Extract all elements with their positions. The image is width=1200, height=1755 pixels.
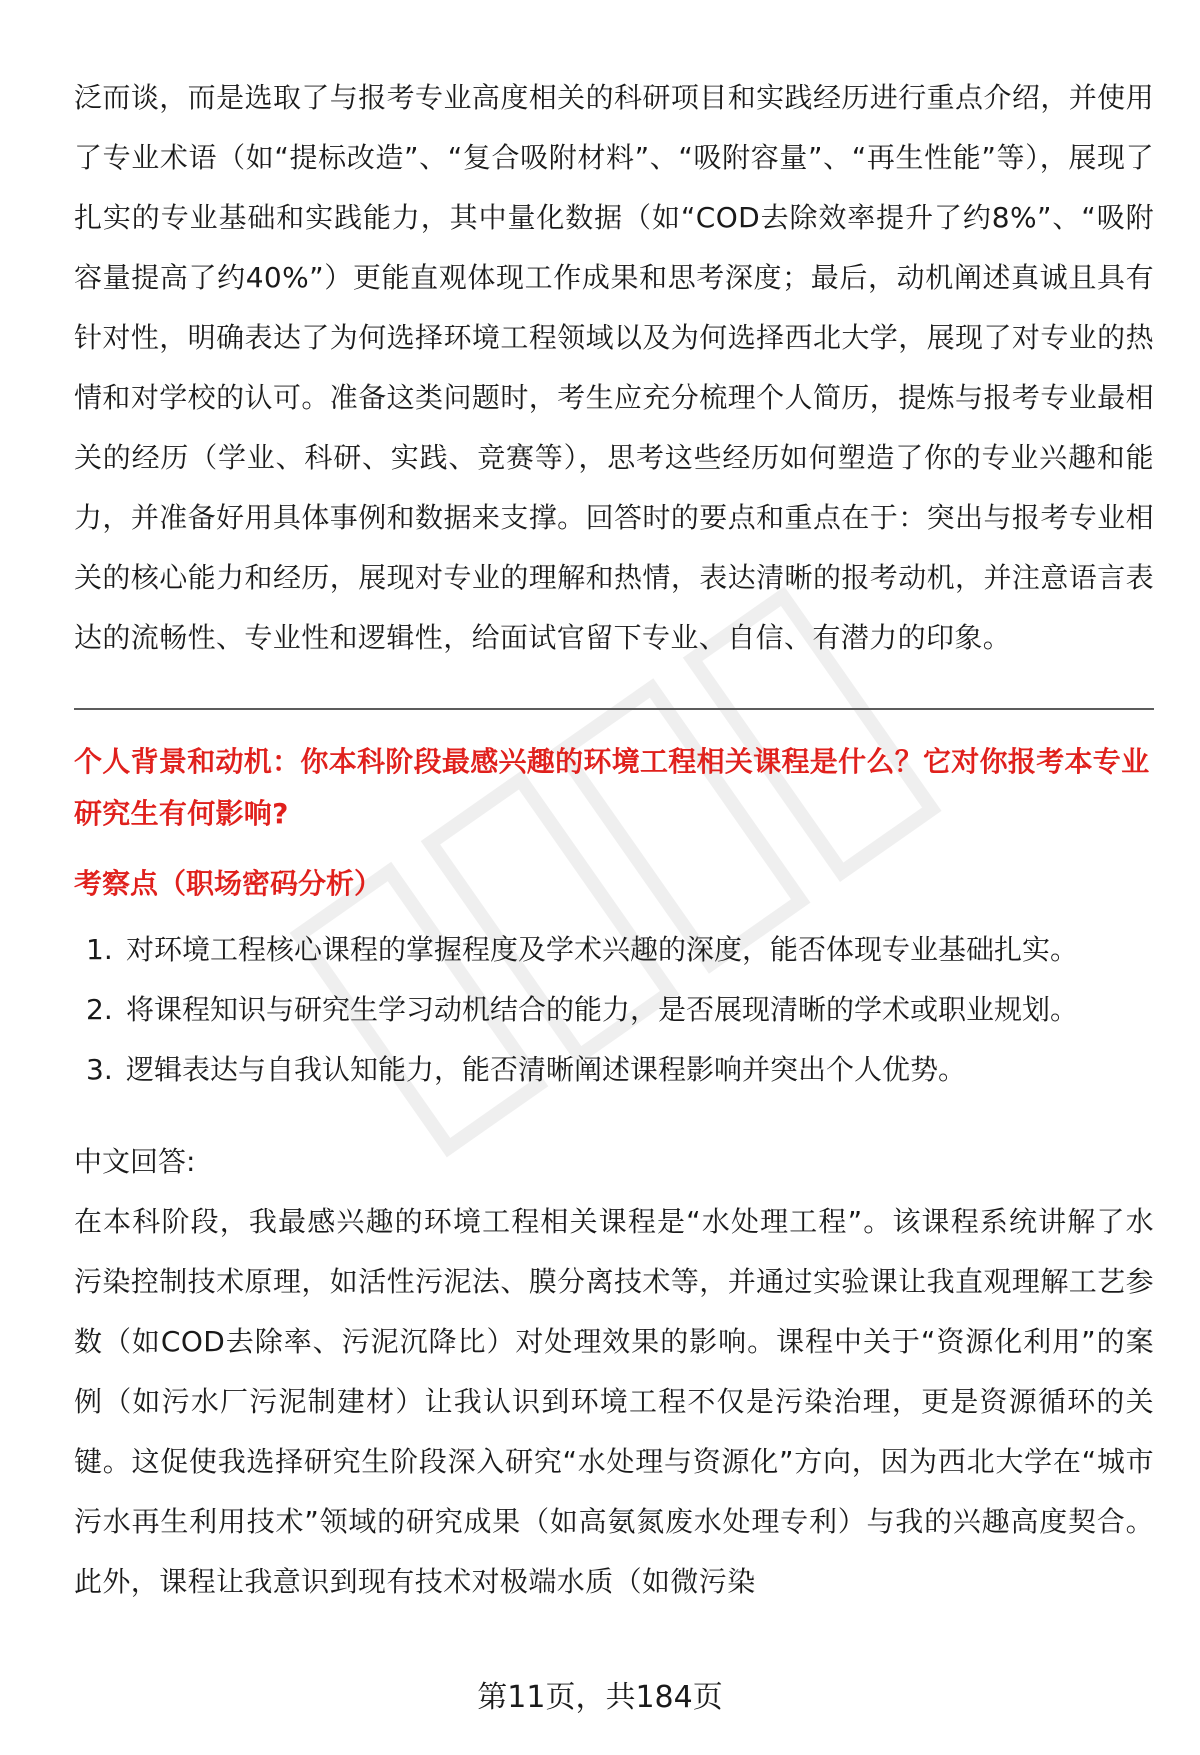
list-item-text: 将课程知识与研究生学习动机结合的能力，是否展现清晰的学术或职业规划。 bbox=[126, 993, 1079, 1026]
intro-paragraph: 泛而谈，而是选取了与报考专业高度相关的科研项目和实践经历进行重点介绍，并使用了专业术语（如“提标改造”、“复合吸附材料”、“吸附容量”、“再生性能”等），展现了扎实的专业基础和实践能力，其中量化数据（如“COD去除效率提升了约8%”、“吸附容量提高了约40%”）更能直观体现工作成果和思考深度；最后，动机阐述真诚且具有针对性，明确表达了为何选择环境工程领域以及为何选择西北大学，展现了对专业的热情和对学校的认可。准备这类问题时，考生应充分梳理个人简历，提炼与报考专业最相关的经历（学业、科研、实践、竞赛等），思考这些经历如何塑造了你的专业兴趣和能力，并准备好用具体事例和数据来支撑。回答时的要点和重点在于：突出与报考专业相关的核心能力和经历，展现对专业的理解和热情，表达清晰的报考动机，并注意语言表达的流畅性、专业性和逻辑性，给面试官留下专业、自信、有潜力的印象。 bbox=[74, 81, 1154, 654]
list-item-number: 1. bbox=[86, 933, 113, 966]
content-area bbox=[74, 68, 1154, 1612]
list-item-number: 3. bbox=[86, 1053, 113, 1086]
section-divider bbox=[74, 708, 1154, 710]
answer-label: 中文回答: bbox=[74, 1145, 196, 1178]
list-item-number: 2. bbox=[86, 993, 113, 1026]
list-item bbox=[74, 980, 1154, 1040]
question-heading: 个人背景和动机：你本科阶段最感兴趣的环境工程相关课程是什么？它对你报考本专业研究生有何影响? bbox=[74, 745, 1150, 830]
list-item-text: 对环境工程核心课程的掌握程度及学术兴趣的深度，能否体现专业基础扎实。 bbox=[126, 933, 1079, 966]
page-number-footer: 第11页，共184页 bbox=[477, 1680, 723, 1715]
list-item bbox=[74, 1040, 1154, 1100]
assessment-points-title: 考察点（职场密码分析） bbox=[74, 867, 383, 900]
assessment-points-list bbox=[74, 920, 1154, 1100]
answer-paragraph: 在本科阶段，我最感兴趣的环境工程相关课程是“水处理工程”。该课程系统讲解了水污染控制技术原理，如活性污泥法、膜分离技术等，并通过实验课让我直观理解工艺参数（如COD去除率、污泥沉降比）对处理效果的影响。课程中关于“资源化利用”的案例（如污水厂污泥制建材）让我认识到环境工程不仅是污染治理，更是资源循环的关键。这促使我选择研究生阶段深入研究“水处理与资源化”方向，因为西北大学在“城市污水再生利用技术”领域的研究成果（如高氨氮废水处理专利）与我的兴趣高度契合。此外，课程让我意识到现有技术对极端水质（如微污染 bbox=[74, 1205, 1154, 1598]
list-item-text: 逻辑表达与自我认知能力，能否清晰阐述课程影响并突出个人优势。 bbox=[126, 1053, 967, 1086]
list-item bbox=[74, 920, 1154, 980]
